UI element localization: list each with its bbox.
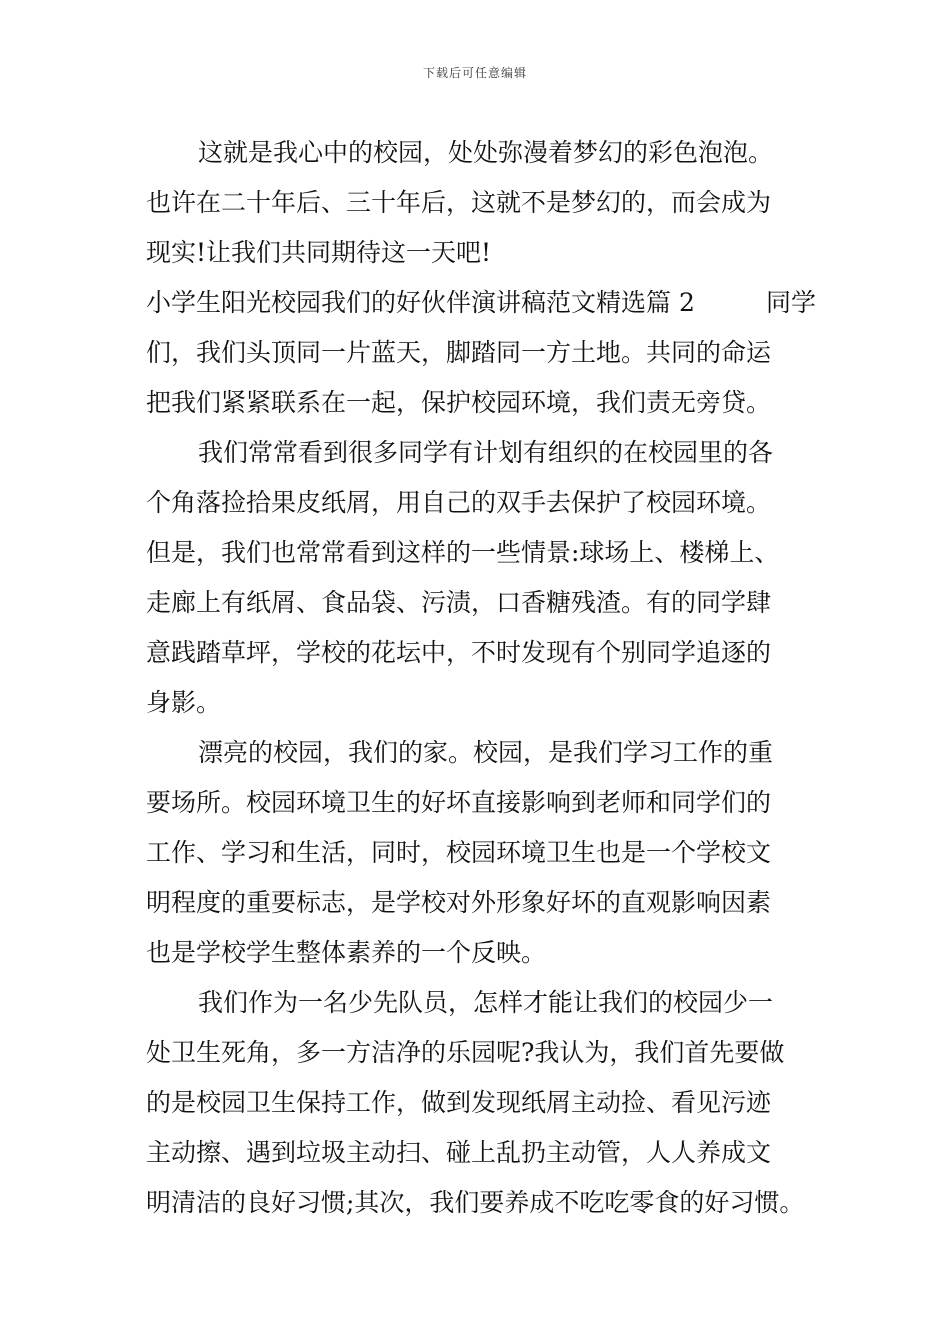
text-line: 个角落捡拾果皮纸屑，用自己的双手去保护了校园环境。 <box>146 488 772 517</box>
text-line: 的是校园卫生保持工作，做到发现纸屑主动捡、看见污迹 <box>146 1088 772 1117</box>
text-line: 工作、学习和生活，同时，校园环境卫生也是一个学校文 <box>146 838 772 867</box>
text-line: 我们作为一名少先队员，怎样才能让我们的校园少一 <box>198 988 774 1017</box>
text-line: 处卫生死角，多一方洁净的乐园呢?我认为，我们首先要做 <box>146 1038 785 1067</box>
text-fragment: 同学 <box>765 288 816 317</box>
text-line: 也许在二十年后、三十年后，这就不是梦幻的，而会成为 <box>146 188 772 217</box>
text-line: 漂亮的校园，我们的家。校园，是我们学习工作的重 <box>198 738 774 767</box>
text-line: 明程度的重要标志，是学校对外形象好坏的直观影响因素 <box>146 888 772 917</box>
text-line: 这就是我心中的校园，处处弥漫着梦幻的彩色泡泡。 <box>198 138 774 167</box>
text-line: 主动擦、遇到垃圾主动扫、碰上乱扔主动管，人人养成文 <box>146 1138 772 1167</box>
text-line: 们，我们头顶同一片蓝天，脚踏同一方土地。共同的命运 <box>146 338 772 367</box>
section-title-line <box>146 278 816 328</box>
text-line: 明清洁的良好习惯;其次，我们要养成不吃吃零食的好习惯。 <box>146 1188 805 1217</box>
text-line: 我们常常看到很多同学有计划有组织的在校园里的各 <box>198 438 774 467</box>
text-line: 身影。 <box>146 688 222 717</box>
text-line: 但是，我们也常常看到这样的一些情景:球场上、楼梯上、 <box>146 538 780 567</box>
text-line: 把我们紧紧联系在一起，保护校园环境，我们责无旁贷。 <box>146 388 772 417</box>
document-body <box>146 128 816 1228</box>
text-line: 现实!让我们共同期待这一天吧! <box>146 238 492 267</box>
text-line: 也是学校学生整体素养的一个反映。 <box>146 938 547 967</box>
section-title: 小学生阳光校园我们的好伙伴演讲稿范文精选篇 2 <box>146 288 695 317</box>
text-line: 走廊上有纸屑、食品袋、污渍，口香糖残渣。有的同学肆 <box>146 588 772 617</box>
text-line: 意践踏草坪，学校的花坛中，不时发现有个别同学追逐的 <box>146 638 772 667</box>
text-line: 要场所。校园环境卫生的好坏直接影响到老师和同学们的 <box>146 788 772 817</box>
page-header: 下载后可任意编辑 <box>422 66 527 80</box>
